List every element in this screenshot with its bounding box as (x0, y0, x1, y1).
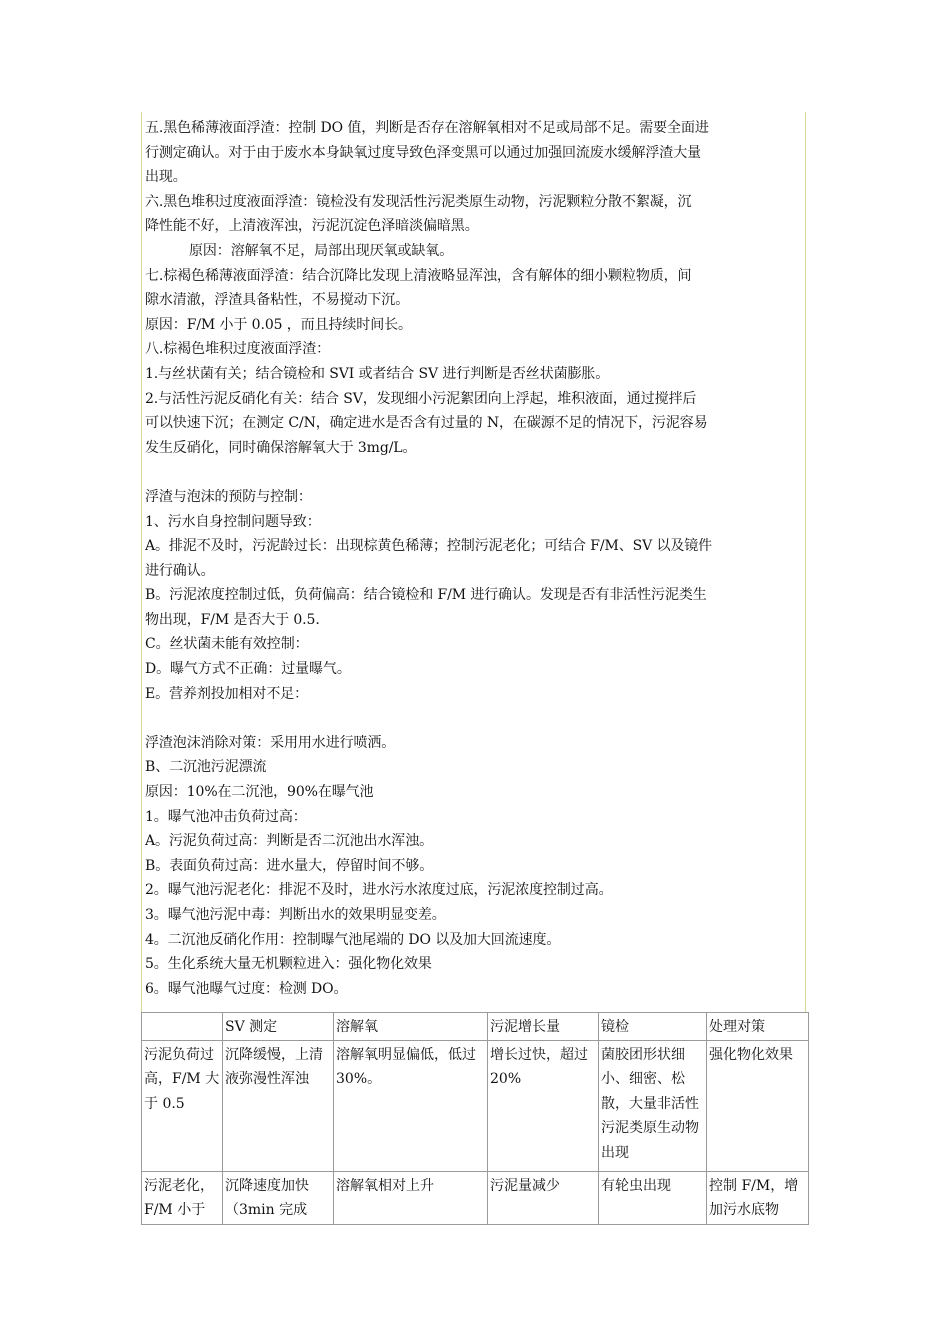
text-line: 物出现，F/M 是否大于 0.5. (145, 611, 320, 628)
text-line: C。丝状菌未能有效控制： (145, 636, 309, 653)
diagnosis-table (141, 1012, 809, 1225)
text-line: 1、污水自身控制问题导致： (145, 513, 321, 530)
table-header-cell: 溶解氧 (334, 1013, 488, 1041)
table-header-cell: 处理对策 (707, 1013, 809, 1041)
text-line: 1。曝气池冲击负荷过高： (145, 808, 307, 825)
text-line: 出现。 (145, 169, 187, 186)
text-line: 浮渣与泡沫的预防与控制： (145, 488, 312, 505)
table-cell: 溶解氧明显偏低，低过 30%。 (334, 1040, 488, 1171)
text-line: A。污泥负荷过高：判断是否二沉池出水浑浊。 (145, 833, 434, 850)
text-line: B。表面负荷过高：进水量大，停留时间不够。 (145, 857, 434, 874)
table-cell: 增长过快，超过 20% (488, 1040, 599, 1171)
text-line: 3。曝气池污泥中毒：判断出水的效果明显变差。 (145, 907, 446, 923)
text-line: 七.棕褐色稀薄液面浮渣：结合沉降比发现上清液略显浑浊，含有解体的细小颗粒物质，间 (145, 267, 692, 284)
text-line: 隙水清澈，浮渣具备粘性，不易搅动下沉。 (145, 292, 410, 309)
text-line: 八.棕褐色堆积过度液面浮渣： (145, 341, 331, 358)
text-line: B、二沉池污泥漂流 (145, 759, 267, 776)
table-cell: 污泥老化，F/M 小于 (142, 1171, 223, 1224)
table-header-cell: 镜检 (599, 1013, 707, 1041)
text-line: 发生反硝化，同时确保溶解氧大于 3mg/L。 (145, 439, 417, 456)
text-line: E。营养剂投加相对不足： (145, 685, 309, 702)
table-cell: 污泥负荷过高，F/M 大于 0.5 (142, 1040, 223, 1171)
table-cell: 沉降速度加快（3min 完成 (223, 1171, 334, 1224)
text-line: 原因：10%在二沉池，90%在曝气池 (145, 784, 374, 801)
table-row (142, 1171, 809, 1224)
table-cell: 菌胶团形状细小、细密、松散，大量非活性污泥类原生动物出现 (599, 1040, 707, 1171)
text-line: 原因：F/M 小于 0.05 ，而且持续时间长。 (145, 316, 412, 333)
text-line: 五.黑色稀薄液面浮渣：控制 DO 值，判断是否存在溶解氧相对不足或局部不足。需要全面进 (145, 120, 709, 136)
blank-line (145, 706, 803, 731)
text-line: 六.黑色堆积过度液面浮渣：镜检没有发现活性污泥类原生动物，污泥颗粒分散不絮凝，沉 (145, 193, 692, 210)
text-line: 可以快速下沉；在测定 C/N，确定进水是否含有过量的 N，在碳源不足的情况下，污泥容易 (145, 415, 708, 432)
text-line: 4。二沉池反硝化作用：控制曝气池尾端的 DO 以及加大回流速度。 (145, 931, 561, 948)
text-line: 2.与活性污泥反硝化有关：结合 SV，发现细小污泥絮团向上浮起，堆积液面，通过搅拌后 (145, 390, 697, 407)
text-line: D。曝气方式不正确：过量曝气。 (145, 661, 351, 678)
table-header-cell (142, 1013, 223, 1041)
text-line: 行测定确认。对于由于废水本身缺氧过度导致色泽变黑可以通过加强回流废水缓解浮渣大量 (145, 144, 701, 161)
text-line: B。污泥浓度控制过低，负荷偏高：结合镜检和 F/M 进行确认。发现是否有非活性污泥类生 (145, 587, 707, 604)
table-header-cell: SV 测定 (223, 1013, 334, 1041)
table-header-cell: 污泥增长量 (488, 1013, 599, 1041)
document-text-block (141, 112, 806, 1012)
text-line: 2。曝气池污泥老化：排泥不及时，进水污水浓度过底，污泥浓度控制过高。 (145, 882, 613, 899)
text-line: 原因：溶解氧不足，局部出现厌氧或缺氧。 (189, 242, 454, 259)
text-line: 浮渣泡沫消除对策：采用用水进行喷洒。 (145, 734, 396, 751)
table-cell: 控制 F/M，增加污水底物 (707, 1171, 809, 1224)
table-cell: 溶解氧相对上升 (334, 1171, 488, 1224)
text-line: 降性能不好，上清液浑浊，污泥沉淀色泽暗淡偏暗黑。 (145, 218, 479, 235)
table-cell: 强化物化效果 (707, 1040, 809, 1171)
table-cell: 沉降缓慢，上清液弥漫性浑浊 (223, 1040, 334, 1171)
table-cell: 污泥量减少 (488, 1171, 599, 1224)
text-line: 进行确认。 (145, 562, 215, 579)
table-row (142, 1040, 809, 1171)
table-cell: 有轮虫出现 (599, 1171, 707, 1224)
text-line: 5。生化系统大量无机颗粒进入：强化物化效果 (145, 956, 432, 973)
text-line: A。排泥不及时，污泥龄过长：出现棕黄色稀薄；控制污泥老化；可结合 F/M、SV 以及镜件 (145, 538, 713, 555)
text-line: 1.与丝状菌有关；结合镜检和 SVI 或者结合 SV 进行判断是否丝状菌膨胀。 (145, 365, 610, 382)
text-line: 6。曝气池曝气过度：检测 DO。 (145, 980, 348, 997)
table-header-row (142, 1013, 809, 1041)
blank-line (145, 460, 803, 485)
